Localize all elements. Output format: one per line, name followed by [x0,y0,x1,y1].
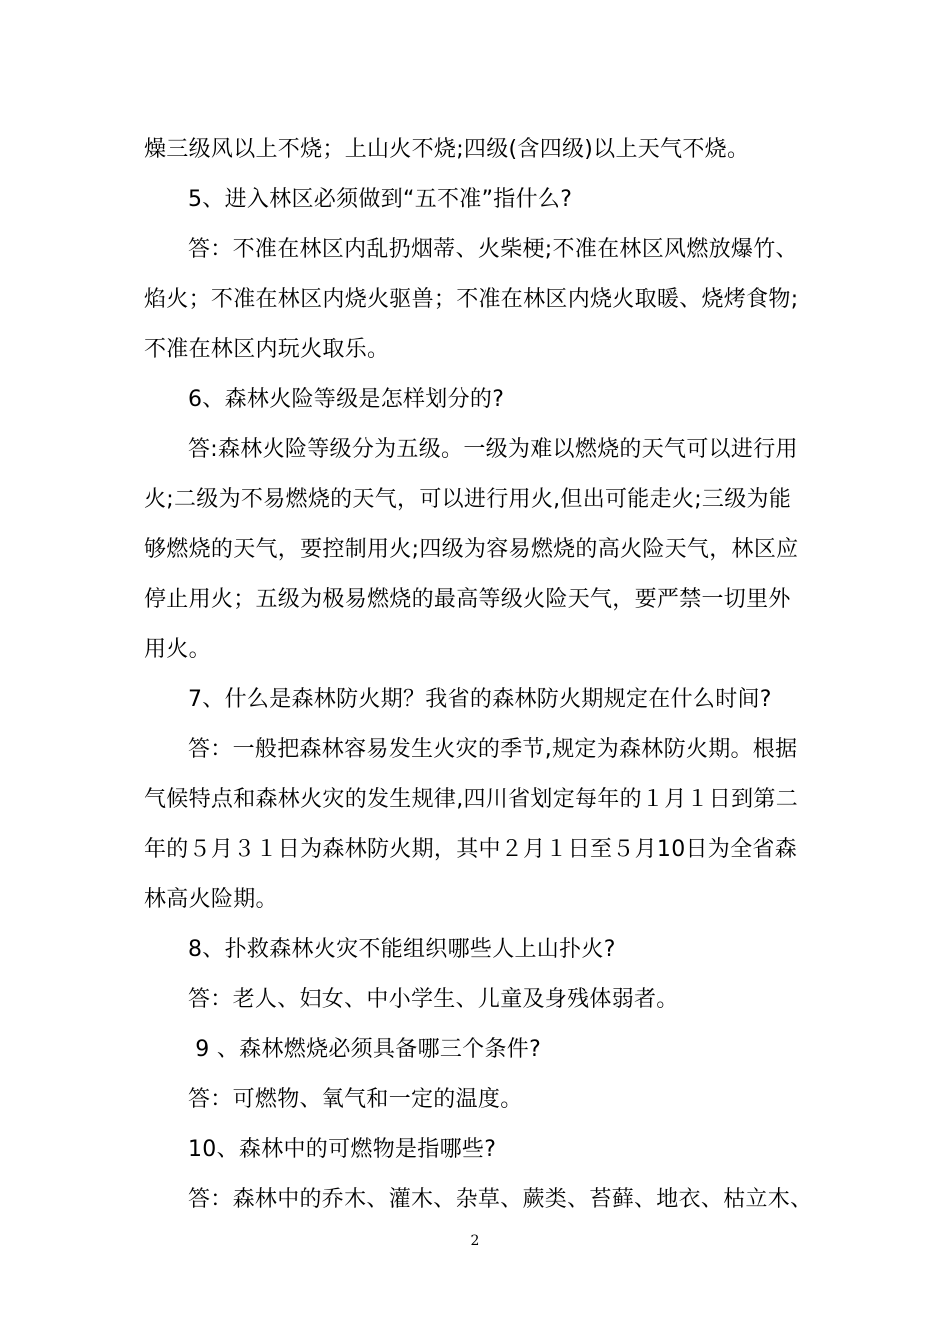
answer-line: 答：不准在林区内乱扔烟蒂、火柴梗;不准在林区风燃放爆竹、 [188,237,798,262]
answer-line: 答：一般把森林容易发生火灾的季节,规定为森林防火期。根据 [188,737,798,762]
text-line: 火;二级为不易燃烧的天气，可以进行用火,但出可能走火;三级为能 [144,487,792,512]
text-line: 够燃烧的天气，要控制用火;四级为容易燃烧的高火险天气，林区应 [144,537,799,562]
question-line: 7、什么是森林防火期？我省的森林防火期规定在什么时间? [188,687,772,712]
text-line: 不准在林区内玩火取乐。 [144,337,390,362]
text-line: 林高火险期。 [144,887,278,912]
question-line: 6、森林火险等级是怎样划分的? [188,387,505,412]
text-line: 燥三级风以上不烧；上山火不烧;四级(含四级)以上天气不烧。 [144,137,750,162]
text-line: 气候特点和森林火灾的发生规律,四川省划定每年的１月１日到第二 [144,787,798,812]
answer-line: 答：森林中的乔木、灌木、杂草、蕨类、苔藓、地衣、枯立木、 [188,1187,813,1212]
answer-line: 答：可燃物、氧气和一定的温度。 [188,1087,523,1112]
text-line: 年的５月３１日为森林防火期，其中２月１日至５月10日为全省森 [144,837,797,862]
question-line: 5、进入林区必须做到“五不准”指什么? [188,187,573,212]
question-line: 8、扑救森林火灾不能组织哪些人上山扑火? [188,937,616,962]
page-number: 2 [470,1233,480,1249]
text-line: 停止用火；五级为极易燃烧的最高等级火险天气，要严禁一切里外 [144,587,791,612]
answer-line: 答：老人、妇女、中小学生、儿童及身残体弱者。 [188,987,679,1012]
question-line: 9 、森林燃烧必须具备哪三个条件? [188,1037,542,1062]
text-line: 用火。 [144,637,211,662]
answer-line: 答:森林火险等级分为五级。一级为难以燃烧的天气可以进行用 [188,437,798,462]
text-line: 焰火；不准在林区内烧火驱兽；不准在林区内烧火取暖、烧烤食物; [144,287,799,312]
question-line: 10、森林中的可燃物是指哪些? [188,1137,497,1162]
